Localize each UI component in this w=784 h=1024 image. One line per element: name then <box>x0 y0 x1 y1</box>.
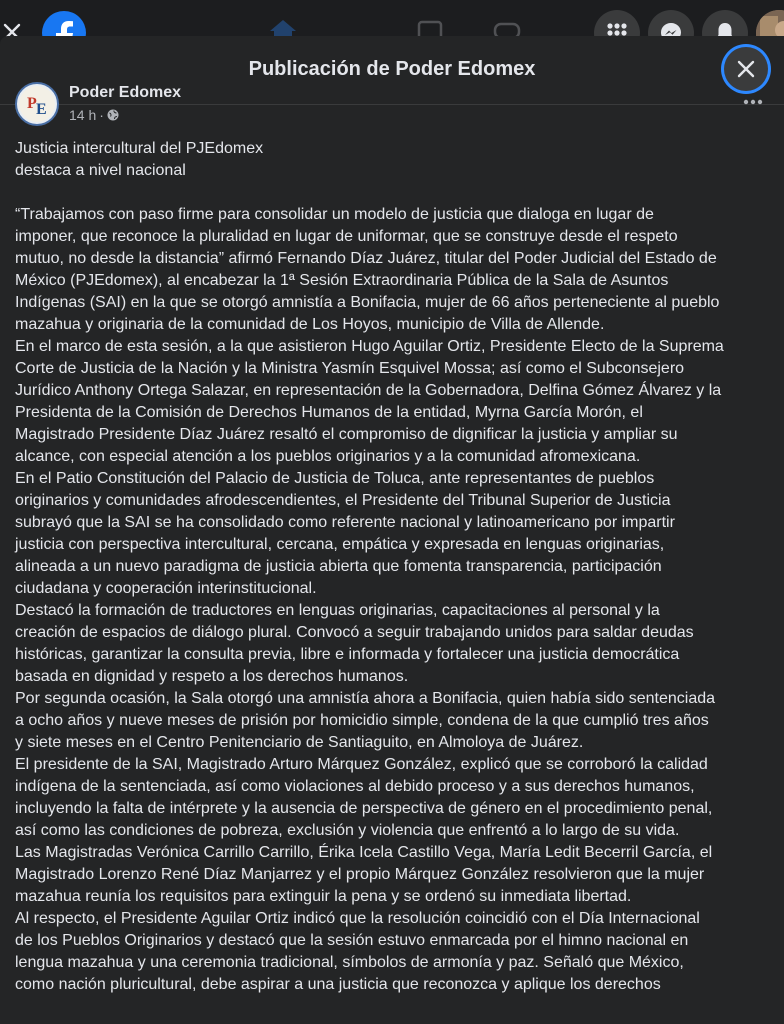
post-headline: Justicia intercultural del PJEdomex destaca a nivel nacional <box>15 140 264 179</box>
post-paragraph: Destacó la formación de traductores en lenguas originarias, capacitaciones al personal y la creación de espacios de diálogo plural. Convocó a seguir trabajando unidos para saldar deudas históricas, garantizar la consulta previa, libre e informada y fortalecer una justicia democrática basada en dignidad y respeto a los derechos humanos. <box>15 602 694 685</box>
modal-close-button[interactable] <box>724 47 768 91</box>
post-paragraph: El presidente de la SAI, Magistrado Arturo Márquez González, explicó que se corroboró la calidad indígena de la sentenciada, así como violaciones al debido proceso y a sus derechos humanos, incluyendo la falta de intérprete y la ausencia de perspectiva de género en el procedimiento penal, así como las condiciones de pobreza, exclusión y violencia que enfrentó a lo largo de su vida. <box>15 756 713 839</box>
post-paragraph: En el Patio Constitución del Palacio de Justicia de Toluca, ante representantes de pueblos originarios y comunidades afrodescendientes, el Presidente del Tribunal Superior de Justicia subrayó que la SAI se ha consolidado como referente nacional y latinoamericano por impartir justicia con perspectiva intercultural, cercana, empática y expresada en lenguas originarias, alineada a un nuevo paradigma de justicia abierta que fomenta transparencia, participación ciudadana y cooperación interinstitucional. <box>15 470 675 597</box>
close-icon <box>736 59 756 79</box>
svg-text:P: P <box>27 95 37 112</box>
post-paragraph: “Trabajamos con paso firme para consolidar un modelo de justicia que dialoga en lugar de imponer, que reconoce la pluralidad en lugar de uniformar, que se construye desde el respeto mutuo, no desde la distancia” afirmó Fernando Díaz Juárez, titular del Poder Judicial del Estado de México (PJEdomex), al encabezar la 1ª Sesión Extraordinaria Pública de la Sala de Asuntos Indígenas (SAI) en la que se otorgó amnistía a Bonifacia, mujer de 66 años perteneciente al pueblo mazahua y originaria de la comunidad de Los Hoyos, municipio de Villa de Allende. <box>15 206 720 333</box>
post-paragraph: Por segunda ocasión, la Sala otorgó una amnistía ahora a Bonifacia, quien había sido sentenciada a ocho años y nueve meses de prisión por homicidio simple, condena de la que cumplió tres años y siete meses en el Centro Penitenciario de Santiaguito, en Almoloya de Juárez. <box>15 690 716 751</box>
post-paragraph: En el marco de esta sesión, a la que asistieron Hugo Aguilar Ortiz, Presidente Electo de la Suprema Corte de Justicia de la Nación y la Ministra Yasmín Esquivel Mossa; así como el Subconsejero Jurídico Anthony Ortega Salazar, en representación de la Gobernadora, Delfina Gómez Álvarez y la Presidenta de la Comisión de Derechos Humanos de la entidad, Myrna García Morón, el Magistrado Presidente Díaz Juárez resaltó el compromiso de dignificar la justicia y ampliar su alcance, con especial atención a los pueblos originarios y a la comunidad afromexicana. <box>15 338 724 465</box>
more-options-icon <box>743 99 763 105</box>
poder-edomex-logo-icon <box>17 84 57 124</box>
modal-title: Publicación de Poder Edomex <box>248 58 536 80</box>
globe-icon <box>107 109 119 121</box>
post-timestamp[interactable]: 14 h <box>69 107 97 123</box>
page-avatar[interactable] <box>15 82 59 126</box>
post-paragraph: Las Magistradas Verónica Carrillo Carrillo, Érika Icela Castillo Vega, María Ledit Becerril García, el Magistrado Lorenzo René Díaz Manjarrez y el propio Márquez González resolvieron que la mujer mazahua reunía los requisitos para extinguir la pena y se ordenó su inmediata libertad. <box>15 844 713 905</box>
post-author-name[interactable]: Poder Edomex <box>69 84 182 101</box>
post-meta: 14 h · <box>69 107 119 123</box>
post-options-button[interactable] <box>736 92 770 112</box>
svg-text:E: E <box>36 101 47 118</box>
post-text <box>15 138 775 996</box>
post-paragraph: Al respecto, el Presidente Aguilar Ortiz indicó que la resolución coincidió con el Día Internacional de los Pueblos Originarios y destacó que la sesión estuvo enmarcada por el himno nacional en lengua mazahua y una ceremonia tradicional, símbolos de armonía y paz. Señaló que México, como nación pluricultural, debe aspirar a una justicia que reconozca y aplique los derechos <box>15 910 700 993</box>
